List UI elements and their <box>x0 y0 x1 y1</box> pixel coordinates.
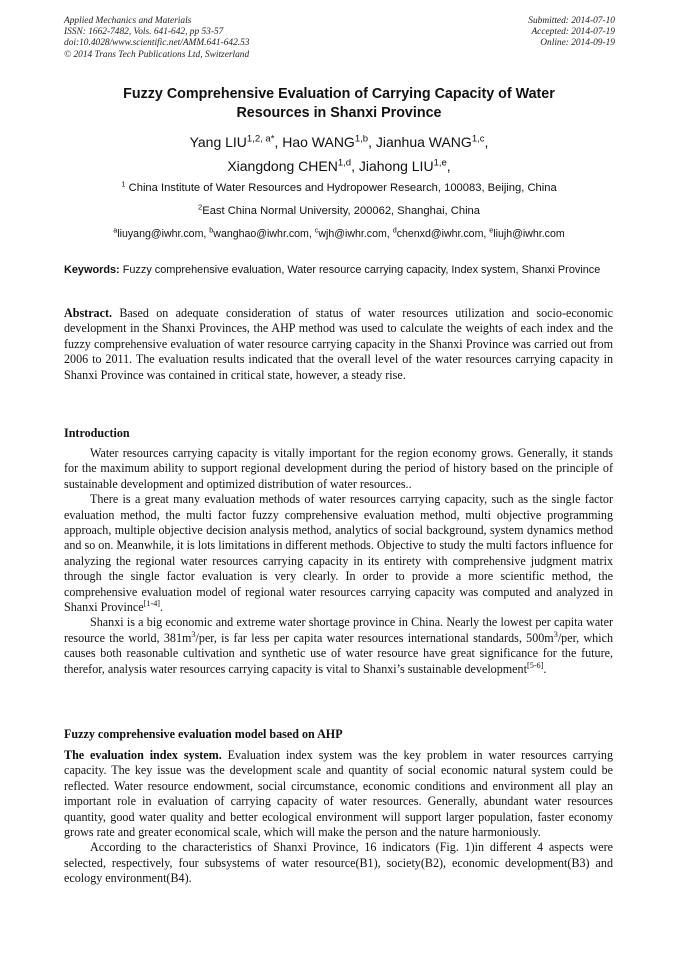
keywords-block <box>64 263 613 278</box>
intro-p3-c: /per, which causes both reasonable cultivation and synthetic use of water resource have great significance for the future, therefor, analysis water resources carrying capacity is vital to Shanxi’s sustainable development <box>64 630 614 676</box>
superscript: 3 <box>191 629 196 639</box>
author-sup: 1,b <box>354 133 369 145</box>
copyright-line: © 2014 Trans Tech Publications Ltd, Switzerland <box>64 49 250 60</box>
accepted-date: Accepted: 2014-07-19 <box>531 27 615 38</box>
intro-p3-end: . <box>543 661 547 676</box>
paper-title <box>60 85 618 123</box>
author-name: Jianhua WANG <box>375 134 472 150</box>
keywords-label: Keywords: <box>64 264 120 276</box>
email-address[interactable]: liuyang@iwhr.com <box>117 228 204 240</box>
email-sup: c <box>314 225 319 235</box>
abstract-label: Abstract. <box>64 306 113 320</box>
email-address[interactable]: liujh@iwhr.com <box>493 228 565 240</box>
affiliation-sup: 1 <box>121 179 126 189</box>
superscript: 3 <box>553 629 558 639</box>
journal-header <box>64 16 249 61</box>
title-line-1: Fuzzy Comprehensive Evaluation of Carrying Capacity of Water <box>123 86 555 102</box>
email-address[interactable]: wjh@iwhr.com <box>318 228 387 240</box>
email-sup: d <box>392 225 397 235</box>
keywords-text: Fuzzy comprehensive evaluation, Water resource carrying capacity, Index system, Shanxi Province <box>122 264 601 276</box>
submitted-date: Submitted: 2014-07-10 <box>528 16 615 26</box>
fuzzy-section-body <box>64 748 613 887</box>
affiliation-text: China Institute of Water Resources and Hydropower Research, 100083, Beijing, China <box>128 182 557 194</box>
email-address[interactable]: wanghao@iwhr.com <box>213 228 309 240</box>
author-sup: 1,d <box>337 157 352 169</box>
author-name: Yang LIU <box>189 134 247 150</box>
abstract-text: Based on adequate consideration of status of water resources utilization and socio-economic development in the Shanxi Provinces, the AHP method was used to calculate the weights of each index and the fuzzy comprehensive evaluation of water resource carrying capacity in the Shanxi Province was carried out from 2006 to 2011. The evaluation results indicated that the overall level of the water resources carrying capacity in Shanxi Province was contained in critical state, however, a steady rise. <box>64 306 613 382</box>
email-sup: a <box>113 225 118 235</box>
intro-paragraph-2 <box>64 492 613 615</box>
author-name: Jiahong LIU <box>358 158 434 174</box>
intro-p3-a: Shanxi is a big economic and extreme water shortage province in China. Nearly the lowest per capita water resource the world, 381m <box>64 615 613 645</box>
online-date: Online: 2014-09-19 <box>540 38 615 49</box>
author-sup: 1,e <box>433 157 447 169</box>
intro-paragraph-3 <box>64 615 613 677</box>
dates-header <box>528 16 615 50</box>
intro-paragraph-1: Water resources carrying capacity is vitally important for the region economy grows. Generally, it stands for the maximum ability to support regional development during the period of history based on the principle of sustainable development and optimized distribution of water resources.. <box>64 446 613 491</box>
email-sup: b <box>209 225 214 235</box>
subsection-label: The evaluation index system. <box>64 748 222 762</box>
author-name: Xiangdong CHEN <box>227 158 338 174</box>
fuzzy-p1-text: Evaluation index system was the key problem in water resources carrying capacity. The key issue was the development scale and quantity of social economic natural system could be reflected. Water resource endowment, social circumstance, economic conditions and environment all play an important role in evaluation of carrying capacity of water resources. Generally, abundant water resources quantity, good water quality and better ecological environment will support larger population, faster economy grows rate and greater economical scale, which will make the person and the nature harmoniously. <box>64 748 613 840</box>
introduction-heading: Introduction <box>64 426 130 440</box>
author-list: Yang $LIU^{1,2, a*}$, Hao WANG$^{1,b}$, Jianhua WANG$^{1,c}$, Xiangdong CHEN$^{1,d}$, Jiahong LIU$^{1,e}$, <box>189 133 489 174</box>
citation-ref: [5-6] <box>526 660 544 670</box>
author-sup: 1,c <box>471 133 485 145</box>
fuzzy-paragraph-2: According to the characteristics of Shanxi Province, 16 indicators (Fig. 1)in different 4 aspects were selected, respectively, four subsystems of water resource(B1), society(B2), economic development(B3) and ecology environment(B4). <box>64 840 613 886</box>
affiliation-sup: 2 <box>198 202 203 212</box>
email-list: $^a$liuyang@iwhr.com, $^b$wanghao@iwhr.com, $^c$wjh@iwhr.com, $^d$chenxd@iwhr.com, $^e$liujh@iwhr.com <box>113 225 565 240</box>
affiliation-1 <box>60 179 618 194</box>
intro-p3-b: /per, is far less per capita water resources international standards, 500m <box>195 630 554 645</box>
doi-line: doi:10.4028/www.scientific.net/AMM.641-642.53 <box>64 38 250 49</box>
affiliation-2 <box>60 202 618 217</box>
affiliation-text: East China Normal University, 200062, Shanghai, China <box>202 205 480 217</box>
fuzzy-paragraph-1 <box>64 748 613 840</box>
author-sup: 1,2, a* <box>246 133 275 145</box>
abstract-block <box>64 306 613 383</box>
intro-p2-text: There is a great many evaluation methods of water resources carrying capacity, such as the single factor evaluation method, the multi factor fuzzy comprehensive evaluation method, multi objective programming approach, multiple objective decision analysis method, analytics of social background, system dynamics method and so on. Meanwhile, it is lots limitations in different methods. Objective to study the multi factors influence for analyzing the regional water resources carrying capacity in its entirety with comprehensive judgment matrix through the single factor evaluation is very clearly. In order to provide a more scientific method, the comprehensive evaluation model of regional water resources carrying capacity was computed and analyzed in Shanxi Province <box>64 492 613 615</box>
introduction-body <box>64 446 613 677</box>
citation-ref: [1-4] <box>143 599 161 609</box>
intro-p2-end: . <box>160 600 164 615</box>
email-address[interactable]: chenxd@iwhr.com <box>396 228 484 240</box>
issn-line: ISSN: 1662-7482, Vols. 641-642, pp 53-57 <box>64 27 224 38</box>
title-line-2: Resources in Shanxi Province <box>236 105 442 121</box>
fuzzy-section-heading: Fuzzy comprehensive evaluation model based on AHP <box>64 727 343 741</box>
journal-name: Applied Mechanics and Materials <box>64 16 192 26</box>
email-sup: e <box>489 225 494 235</box>
author-name: Hao WANG <box>282 134 355 150</box>
